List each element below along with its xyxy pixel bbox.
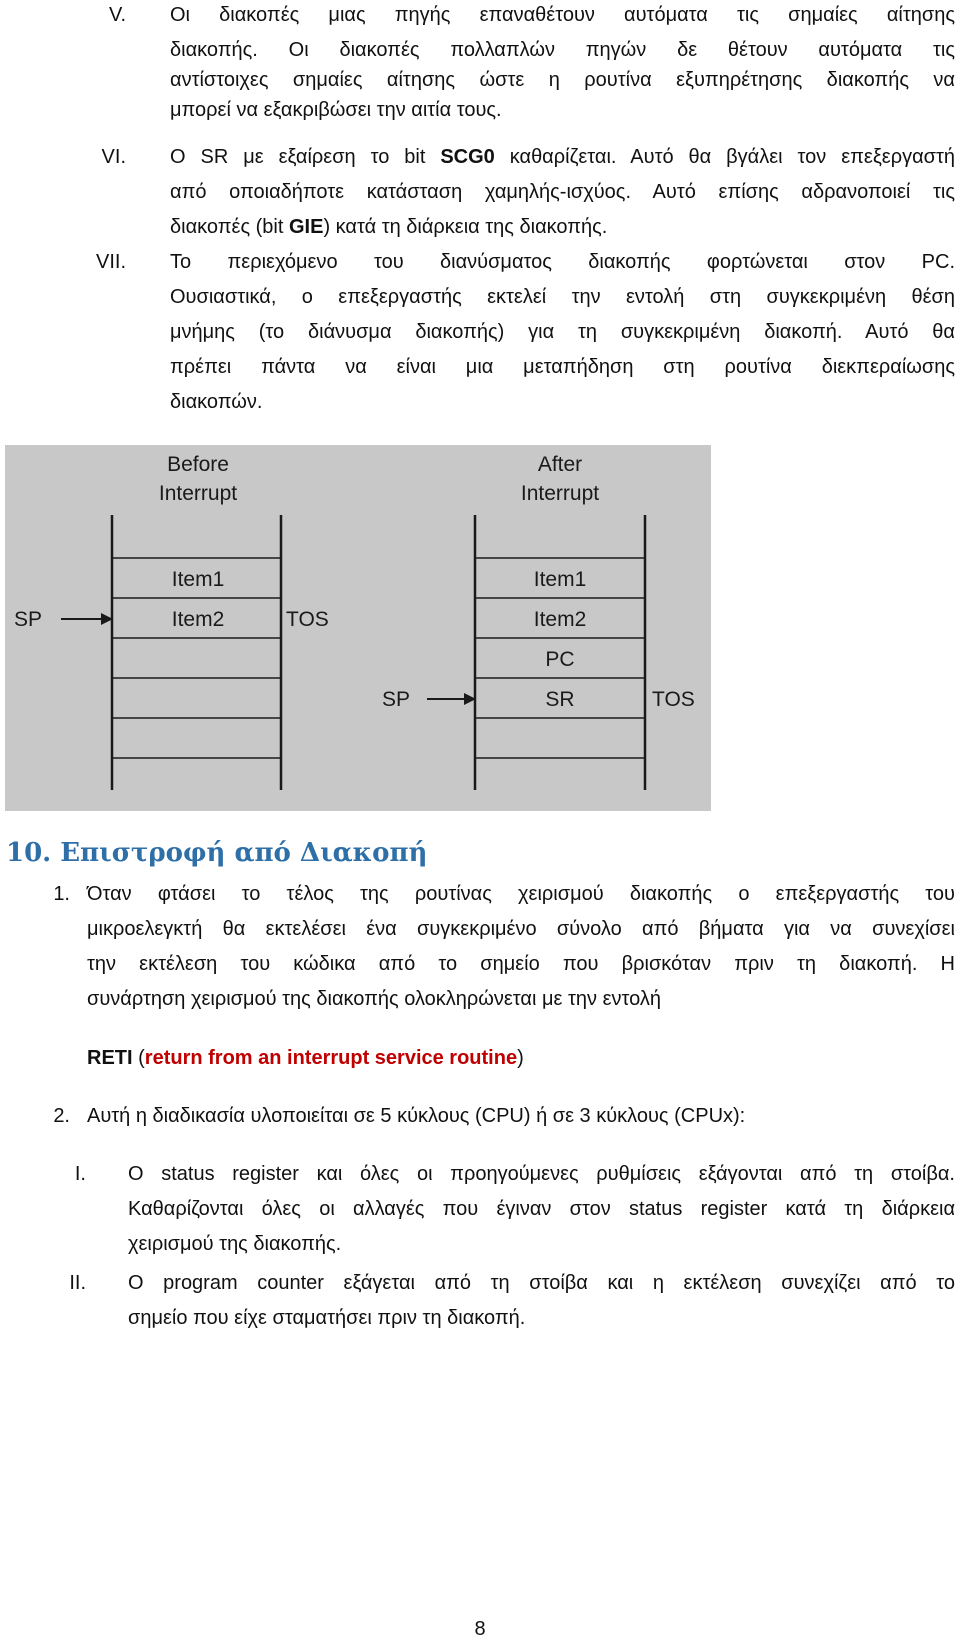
text-line: Ο program counter εξάγεται από τη στοίβα και η εκτέλεση συνεχίζει από το	[128, 1272, 955, 1294]
instruction-reti: RETI	[87, 1047, 133, 1069]
text-line: συνάρτηση χειρισμού της διακοπής ολοκληρώνεται με την εντολή	[87, 988, 661, 1010]
text-line: πρέπει πάντα να είναι μια μεταπήδηση στη ρουτίνα διεκπεραίωσης	[170, 356, 955, 378]
text-line: αντίστοιχες σημαίες αίτησης ώστε η ρουτίνα εξυπηρέτησης διακοπής να	[170, 69, 955, 91]
text-run: διακοπές (bit	[170, 216, 289, 238]
before-stack-item1: Item1	[171, 568, 225, 591]
before-tos-label: TOS	[286, 608, 329, 631]
list-number: VI.	[101, 146, 126, 168]
reti-line	[87, 1041, 955, 1076]
after-title-line1: After	[537, 453, 583, 476]
paragraph	[128, 1266, 955, 1336]
text-line: Ουσιαστικά, ο επεξεργαστής εκτελεί την εντολή στη συγκεκριμένη θέση	[170, 286, 955, 308]
list-number: V.	[108, 4, 126, 26]
text-line: μπορεί να εξακριβώσει την αιτία τους.	[170, 99, 502, 121]
text-run: καθαρίζεται. Αυτό θα βγάλει τον επεξεργαστή	[494, 146, 955, 168]
text-line: μικροελεγκτή θα εκτελέσει ένα συγκεκριμένο σύνολο από βήματα για να συνεχίσει	[87, 918, 955, 940]
list-number: I.	[74, 1163, 86, 1185]
text-line: Όταν φτάσει το τέλος της ρουτίνας χειρισμού διακοπής ο επεξεργαστής του	[87, 883, 955, 905]
text-run: ) κατά τη διάρκεια της διακοπής.	[323, 216, 608, 238]
before-title-line1: Before	[167, 453, 229, 476]
text-line	[170, 210, 955, 245]
text-line: μνήμης (το διάνυσμα διακοπής) για τη συγκεκριμένη διακοπή. Αυτό θα	[170, 321, 955, 343]
text-line: την εκτέλεση του κώδικα από το σημείο που βρισκόταν πριν τη διακοπή. Η	[87, 953, 955, 975]
text-line: Οι διακοπές μιας πηγής επαναθέτουν αυτόματα τις σημαίες αίτησης	[170, 4, 955, 26]
text-run: )	[517, 1047, 524, 1069]
after-sp-label: SP	[382, 688, 411, 711]
after-stack-item1: Item1	[533, 568, 587, 591]
text-line: Ο status register και όλες οι προηγούμενες ρυθμίσεις εξάγονται από τη στοίβα.	[128, 1163, 955, 1185]
text-line: διακοπών.	[170, 391, 263, 413]
text-line	[87, 1041, 955, 1076]
instruction-description: return from an interrupt service routine	[144, 1047, 518, 1069]
list-number: VII.	[95, 251, 126, 273]
text-line: Αυτή η διαδικασία υλοποιείται σε 5 κύκλους (CPU) ή σε 3 κύκλους (CPUx):	[87, 1105, 746, 1127]
text-line: διακοπής. Οι διακοπές πολλαπλών πηγών δε θέτουν αυτόματα τις	[170, 39, 955, 61]
text-line: σημείο που είχε σταματήσει πριν τη διακοπή.	[128, 1307, 526, 1329]
bit-name-gie: GIE	[288, 216, 324, 238]
before-title-line2: Interrupt	[158, 482, 238, 505]
text-line: Καθαρίζονται όλες οι αλλαγές που έγιναν στον status register κατά τη διάρκεια	[128, 1198, 955, 1220]
stack-diagram	[5, 445, 711, 811]
paragraph	[87, 1099, 955, 1134]
after-stack-pc: PC	[545, 648, 575, 671]
text-line	[170, 140, 955, 175]
page-number: 8	[474, 1618, 486, 1640]
text-line: Το περιεχόμενο του διανύσματος διακοπής φορτώνεται στον PC.	[170, 251, 955, 273]
after-tos-label: TOS	[652, 688, 695, 711]
text-line: χειρισμού της διακοπής.	[128, 1233, 342, 1255]
after-stack-sr: SR	[545, 688, 575, 711]
text-run: (	[132, 1047, 145, 1069]
text-line: από οποιαδήποτε κατάσταση χαμηλής-ισχύος. Αυτό επίσης αδρανοποιεί τις	[170, 181, 955, 203]
before-stack-item2: Item2	[171, 608, 225, 631]
text-run: Ο SR με εξαίρεση το bit	[170, 146, 441, 168]
after-title-line2: Interrupt	[520, 482, 600, 505]
list-number: 2.	[53, 1105, 70, 1127]
list-number: 1.	[53, 883, 70, 905]
paragraph	[87, 877, 955, 1017]
before-sp-label: SP	[14, 608, 43, 631]
bit-name-scg0: SCG0	[440, 146, 495, 168]
paragraph	[128, 1157, 955, 1262]
list-number: II.	[69, 1272, 86, 1294]
section-heading: 10. Επιστροφή από Διακοπή	[6, 838, 428, 868]
paragraph	[170, 140, 955, 245]
paragraph	[170, 0, 955, 125]
after-stack-item2: Item2	[533, 608, 587, 631]
paragraph	[170, 245, 955, 420]
